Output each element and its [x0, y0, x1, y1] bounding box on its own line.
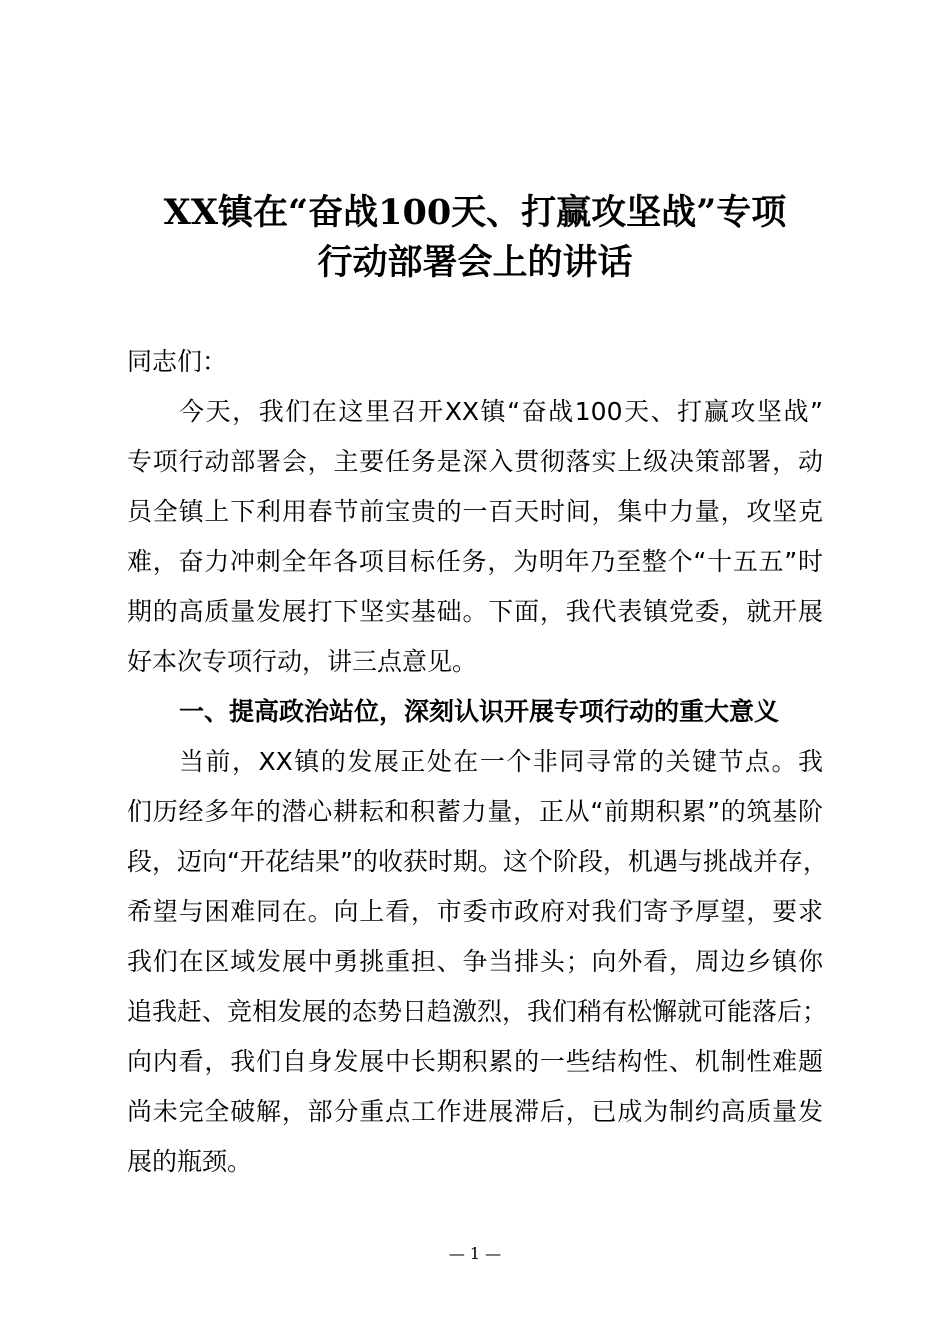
paragraph-line: 展的瓶颈。 [127, 1147, 253, 1176]
paragraph-line: 尚未完全破解，部分重点工作进展滞后，已成为制约高质量发 [127, 1097, 823, 1126]
paragraph-line: 好本次专项行动，讲三点意见。 [127, 647, 478, 676]
paragraph-line: 我们在区域发展中勇挑重担、争当排头；向外看，周边乡镇你 [127, 947, 823, 976]
paragraph-line: 期的高质量发展打下坚实基础。下面，我代表镇党委，就开展 [127, 597, 823, 626]
title-line-1: XX镇在“奋战100天、打赢攻坚战”专项 [163, 192, 787, 233]
paragraph-line: 员全镇上下利用春节前宝贵的一百天时间，集中力量，攻坚克 [127, 497, 823, 526]
paragraph-line: 难，奋力冲刺全年各项目标任务，为明年乃至整个“十五五”时 [127, 547, 823, 576]
paragraph-line: 段，迈向“开花结果”的收获时期。这个阶段，机遇与挑战并存， [127, 847, 828, 876]
salutation: 同志们： [127, 347, 228, 376]
paragraph-line: 追我赶、竞相发展的态势日趋激烈，我们稍有松懈就可能落后； [127, 997, 828, 1026]
paragraph-line: 今天，我们在这里召开XX镇“奋战100天、打赢攻坚战” [179, 397, 823, 426]
paragraph-line: 专项行动部署会，主要任务是深入贯彻落实上级决策部署，动 [127, 447, 823, 476]
paragraph-line: 当前，XX镇的发展正处在一个非同寻常的关键节点。我 [179, 747, 823, 776]
title-line-2: 行动部署会上的讲话 [317, 242, 633, 283]
paragraph-line: 向内看，我们自身发展中长期积累的一些结构性、机制性难题 [127, 1047, 823, 1076]
page-number: — 1 — [448, 1244, 502, 1263]
paragraph-line: 希望与困难同在。向上看，市委市政府对我们寄予厚望，要求 [127, 897, 823, 926]
paragraph-line: 们历经多年的潜心耕耘和积蓄力量，正从“前期积累”的筑基阶 [127, 797, 823, 826]
document-body [127, 337, 828, 1187]
document-title [100, 188, 850, 288]
section-heading: 一、提高政治站位，深刻认识开展专项行动的重大意义 [179, 697, 780, 726]
